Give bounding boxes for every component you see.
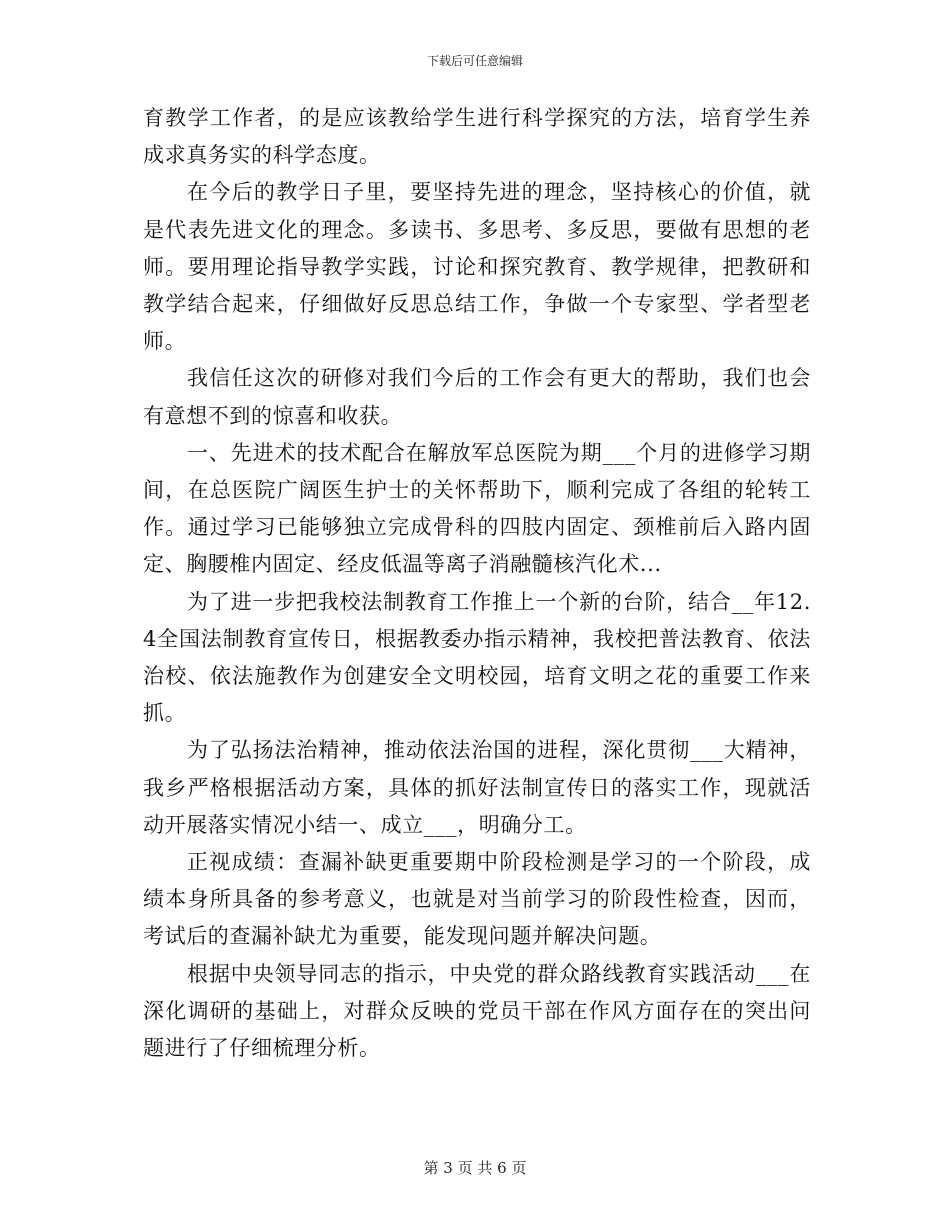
- page-header: 下载后可任意编辑: [426, 54, 523, 68]
- paragraph: 为了进一步把我校法制教育工作推上一个新的台阶，结合__年12.4全国法制教育宣传日，根据教委办指示精神，我校把普法教育、依法治校、依法施教作为创建安全文明校园，培育文明之花的重要工作来抓。: [143, 589, 811, 726]
- page-footer: 第 3 页 共 6 页: [423, 1159, 527, 1177]
- paragraph: 正视成绩：查漏补缺更重要期中阶段检测是学习的一个阶段，成绩本身所具备的参考意义，也就是对当前学习的阶段性检查，因而，考试后的查漏补缺尤为重要，能发现问题并解决问题。: [143, 850, 811, 949]
- paragraph: 为了弘扬法治精神，推动依法治国的进程，深化贯彻___大精神，我乡严格根据活动方案，具体的抓好法制宣传日的落实工作，现就活动开展落实情况小结一、成立___，明确分工。: [143, 738, 811, 837]
- paragraph: 一、先进术的技术配合在解放军总医院为期___个月的进修学习期间，在总医院广阔医生护士的关怀帮助下，顺利完成了各组的轮转工作。通过学习已能够独立完成骨科的四肢内固定、颈椎前后入路内固定、胸腰椎内固定、经皮低温等离子消融髓核汽化术...: [143, 440, 811, 577]
- paragraph: 在今后的教学日子里，要坚持先进的理念，坚持核心的价值，就是代表先进文化的理念。多读书、多思考、多反思，要做有思想的老师。要用理论指导教学实践，讨论和探究教育、教学规律，把教研和教学结合起来，仔细做好反思总结工作，争做一个专家型、学者型老师。: [143, 180, 811, 354]
- document-body: [143, 100, 811, 1067]
- paragraph: 育教学工作者，的是应该教给学生进行科学探究的方法，培育学生养成求真务实的科学态度。: [143, 106, 811, 168]
- paragraph: 我信任这次的研修对我们今后的工作会有更大的帮助，我们也会有意想不到的惊喜和收获。: [143, 366, 811, 428]
- paragraph: 根据中央领导同志的指示，中央党的群众路线教育实践活动___在深化调研的基础上，对群众反映的党员干部在作风方面存在的突出问题进行了仔细梳理分析。: [143, 961, 811, 1061]
